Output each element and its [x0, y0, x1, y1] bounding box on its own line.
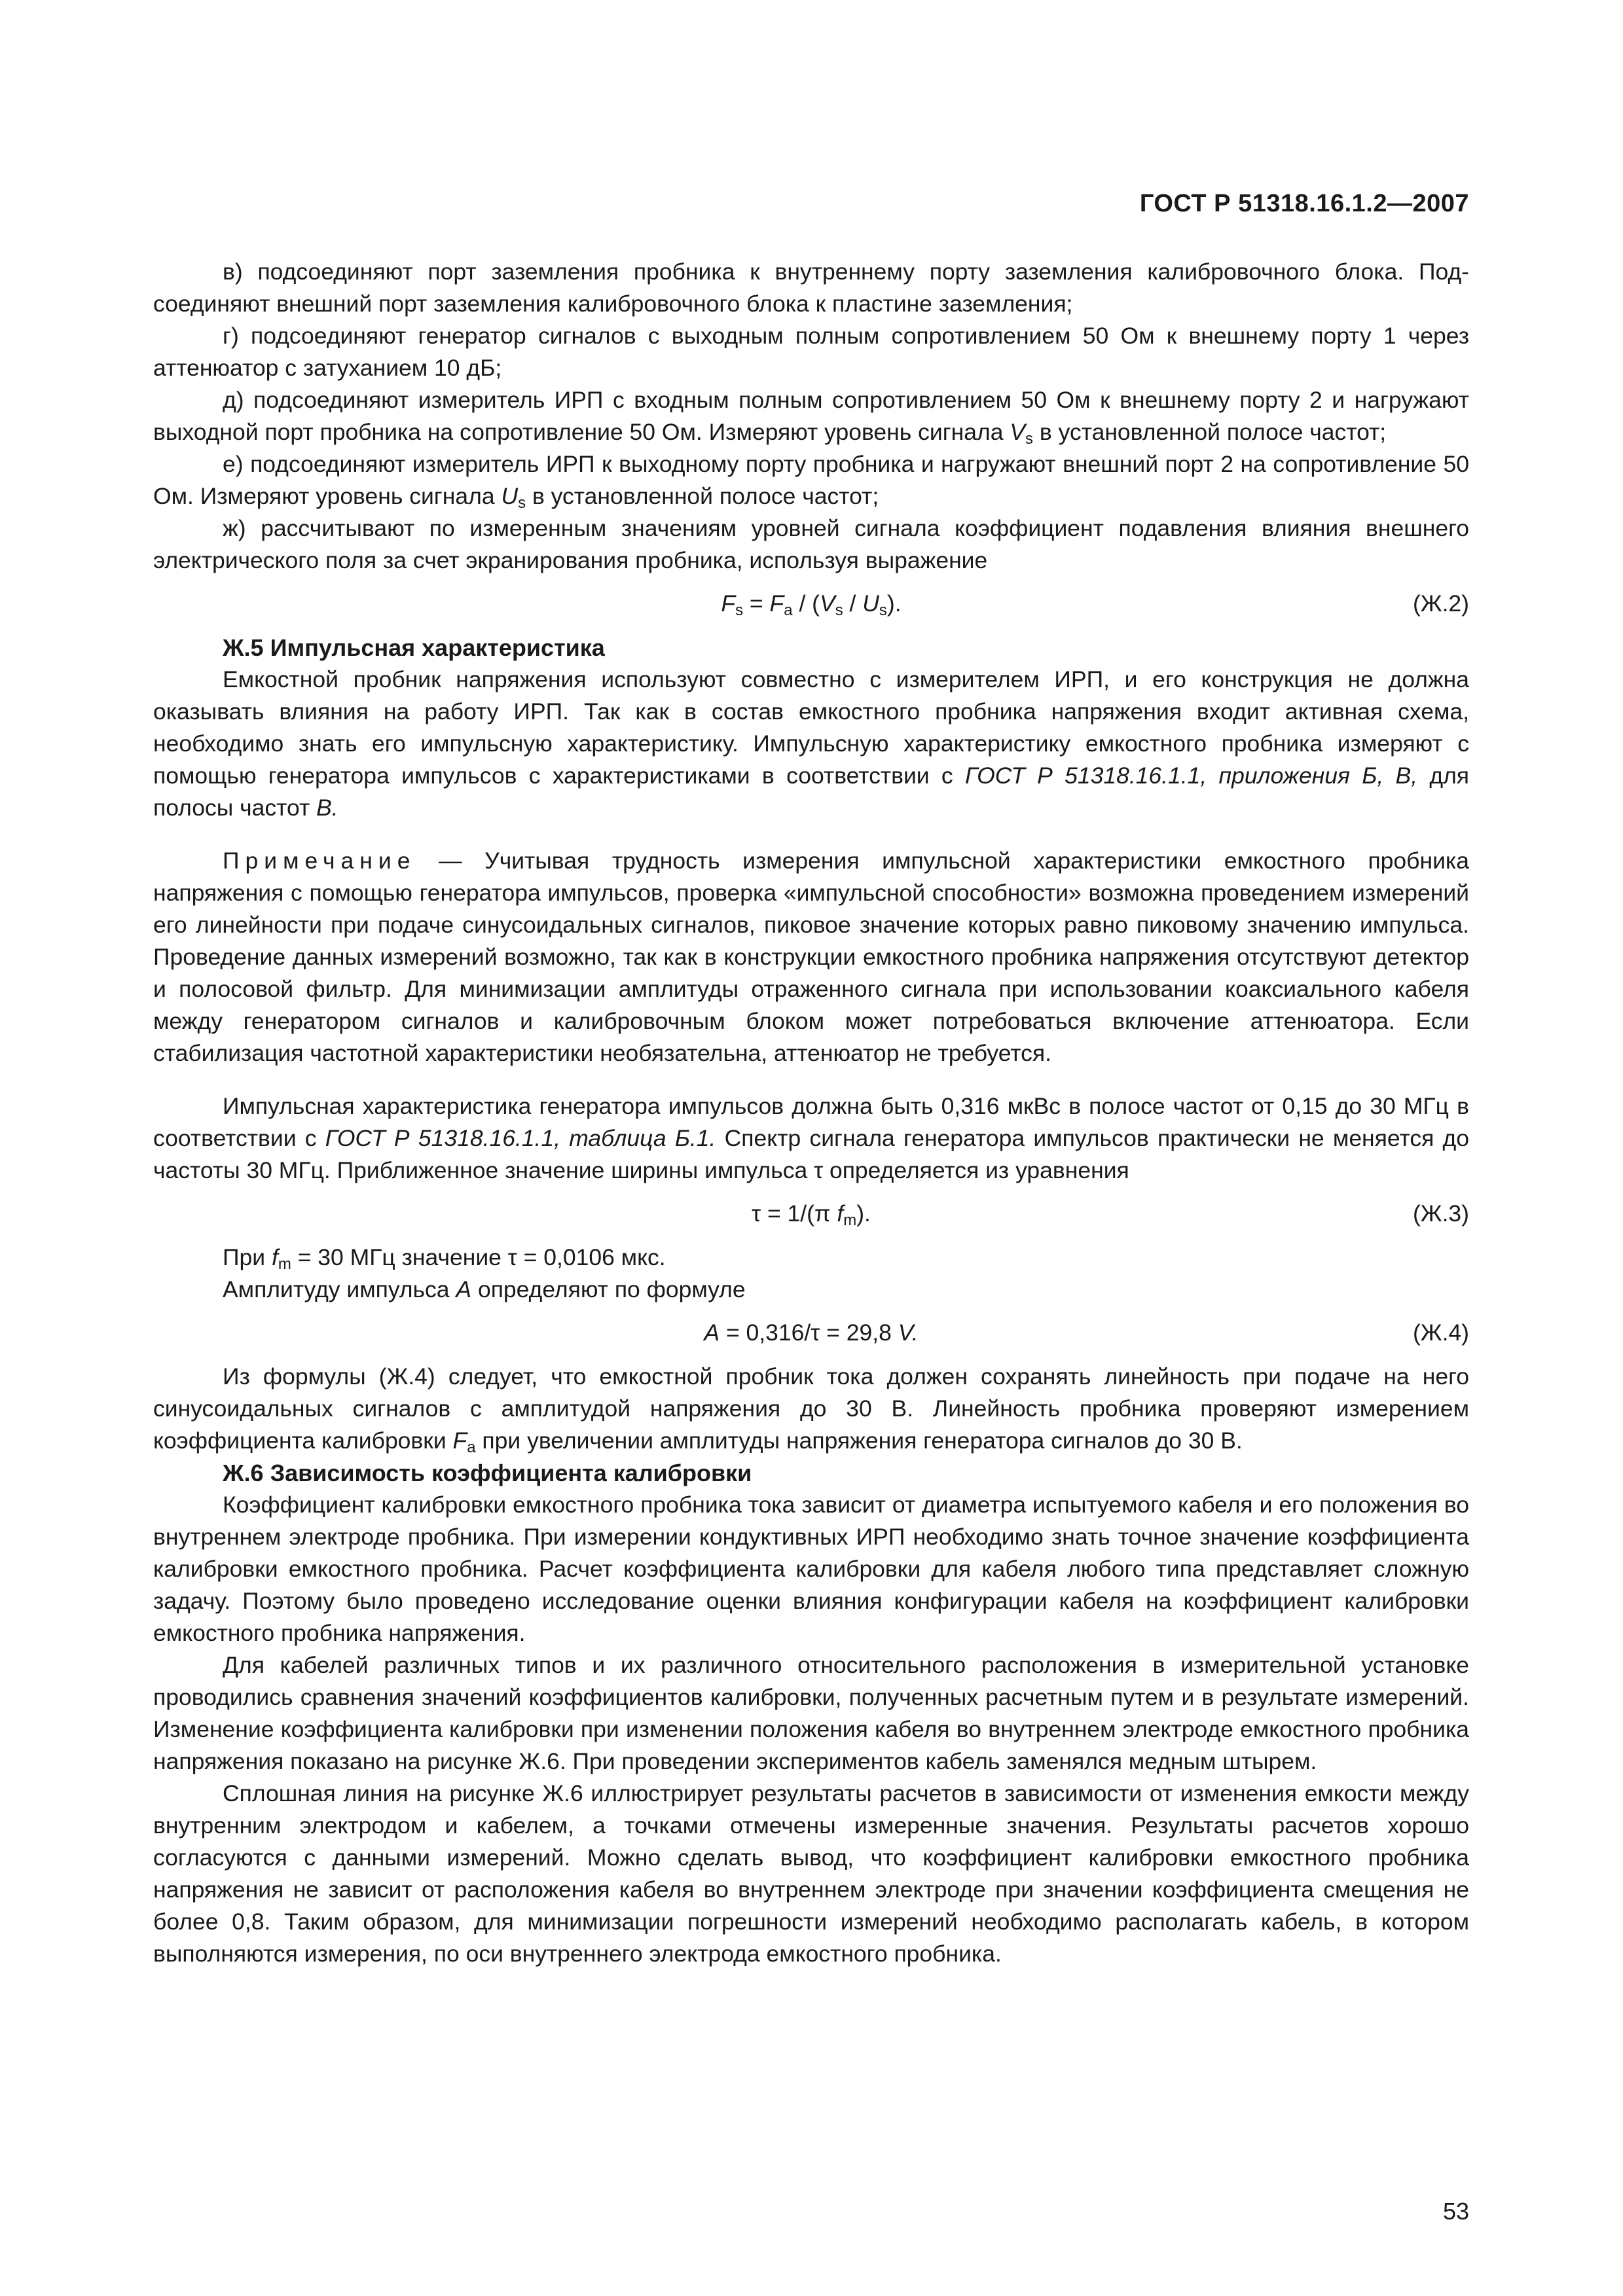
paragraph-s5-4: Амплитуду импульса A определяют по формуле: [223, 1276, 746, 1302]
paragraph-zh: ж) рассчитывают по измеренным значениям уровней сигнала коэффициент подавления влияния внешнего электрического поля за счет экранирования пробника, используя выражение: [153, 515, 1469, 573]
paragraph-s5-3: При $f_m = 30$ МГц значение τ = 0,0106 мкс.: [223, 1244, 666, 1273]
paragraph-d: д) подсоединяют измеритель ИРП с входным полным сопротивлением 50 Ом к внешнему порту 2 и нагружают выходной порт пробника на сопротивление 50 Ом. Измеряют уровень сигнала $V_s$ в установленной полосе частот;: [153, 387, 1469, 448]
paragraph-s5-1: Емкостной пробник напряжения используют совместно с измерителем ИРП, и его конструкция не должна оказывать влияния на работу ИРП. Так как в состав емкостного пробника напряжения входит активная схема, необходимо знать его импульсную характеристику. Импульсную характеристику емкостного пробника измеряют с помощью генератора импульсов с характеристиками в соответствии с ГОСТ Р 51318.16.1.1, приложения Б, В, для полосы частот В.: [153, 666, 1470, 821]
paragraph-s6-2: Для кабелей различных типов и их различного относительного расположения в измерительной установке проводились сравнения значений коэффициентов калибровки, полученных расчетным путем и в результате измерений. Изменение коэффициента калибровки при изменении положения кабеля во внутреннем электроде емкостного пробника напряжения показано на рисунке Ж.6. При проведении экспериментов кабель заменялся медным штырем.: [153, 1652, 1469, 1774]
paragraph-g: г) подсоединяют генератор сигналов с выходным полным сопротивлением 50 Ом к внешнему порту 1 через аттенюатор с затуханием 10 дБ;: [153, 323, 1469, 381]
section-title-zh6: Ж.6 Зависимость коэффициента калибровки: [223, 1460, 752, 1486]
formula-number: (Ж.2): [1412, 590, 1469, 617]
formula-zh4: A = 0,316/τ = 29,8 V. (Ж.4): [153, 1314, 1469, 1352]
paragraph-s5-5: Из формулы (Ж.4) следует, что емкостной пробник тока должен сохранять линейность при подаче на него синусоидальных сигналов с амплитудой напряжения до 30 В. Линейность пробника проверяют измерением коэффициента калибровки $F_a$ при увеличении амплитуды напряжения генератора сигналов до 30 В.: [153, 1363, 1469, 1456]
note-label: Примечание: [223, 848, 416, 874]
document-header: ГОСТ Р 51318.16.1.2—2007: [1139, 190, 1469, 217]
formula-number: (Ж.3): [1412, 1200, 1469, 1227]
document-page: [153, 190, 1469, 1970]
paragraph-s6-3: Сплошная линия на рисунке Ж.6 иллюстрирует результаты расчетов в зависимости от изменения емкости между внутренним электродом и кабелем, а точками отмечены измеренные значения. Результаты расчетов хорошо согласуются с данными измерений. Можно сделать вывод, что коэффициент калибровки емкостного пробника напряжения не зависит от расположения кабеля во внутреннем электроде при значении коэффициента смещения не более 0,8. Таким образом, для минимизации погрешности измерений необходимо располагать кабель, в котором выполняются измерения, по оси внутреннего электрода емкостного пробника.: [153, 1780, 1469, 1967]
formula-zh2: $F_s = F_a / (V_s / U_s)$. (Ж.2): [153, 584, 1469, 622]
paragraph-e: е) подсоединяют измеритель ИРП к выходному порту пробника и нагружают внешний порт 2 на сопротивление 50 Ом. Измеряют уровень сигнала $U_s$ в установленной полосе частот;: [153, 451, 1469, 512]
paragraph-s5-2: Импульсная характеристика генератора импульсов должна быть 0,316 мкВс в полосе частот от 0,15 до 30 МГц в соответствии с ГОСТ Р 51318.16.1.1, таблица Б.1. Спектр сигнала генератора импульсов практически не меняется до частоты 30 МГц. Приближенное значение ширины импульса τ определяется из уравнения: [153, 1093, 1469, 1183]
formula-zh3: τ = 1/(π $f_m$). (Ж.3): [153, 1194, 1469, 1232]
section-title-zh5: Ж.5 Импульсная характеристика: [223, 634, 605, 661]
page-number: 53: [1442, 2198, 1469, 2225]
paragraph-v: в) подсоединяют порт заземления пробника к внутреннему порту заземления калибровочного блока. Подсоединяют внешний порт заземления калибровочного блока к пластине заземления;: [153, 259, 1469, 317]
paragraph-s6-1: Коэффициент калибровки емкостного пробника тока зависит от диаметра испытуемого кабеля и его положения во внутреннем электроде пробника. При измерении кондуктивных ИРП необходимо знать точное значение коэффициента калибровки емкостного пробника. Расчет коэффициента калибровки для кабеля любого типа представляет сложную задачу. Поэтому было проведено исследование оценки влияния конфигурации кабеля на коэффициент калибровки емкостного пробника напряжения.: [153, 1492, 1469, 1646]
note-paragraph: Примечание — Учитывая трудность измерения импульсной характеристики емкостного пробника напряжения с помощью генератора импульсов, проверка «импульсной способности» возможна проведением измерений его линейности при подаче синусоидальных сигналов, пиковое значение которых равно пиковому значению импульса. Проведение данных измерений возможно, так как в конструкции емкостного пробника напряжения отсутствуют детектор и полосовой фильтр. Для минимизации амплитуды отраженного сигнала при использовании коаксиального кабеля между генератором сигналов и калибровочным блоком может потребоваться включение аттенюатора. Если стабилизация частотной характеристики необязательна, аттенюатор не требуется.: [153, 848, 1469, 1066]
formula-number: (Ж.4): [1412, 1319, 1469, 1346]
